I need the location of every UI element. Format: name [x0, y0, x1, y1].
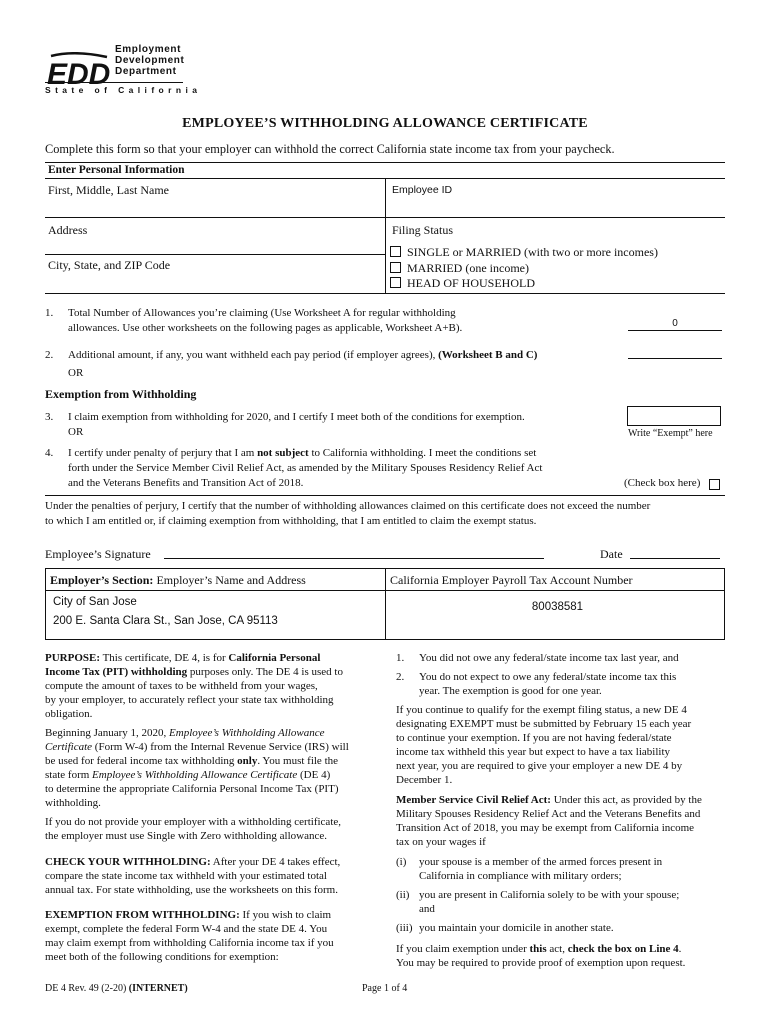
exemption-paragraph: EXEMPTION FROM WITHHOLDING: If you wish to claim exempt, complete the federal Form W-4 and the state DE 4. You may claim exempt from withholding California income tax if you meet both of the following conditions for exemption: — [45, 909, 334, 963]
rule — [45, 293, 725, 294]
purpose-paragraph: PURPOSE: This certificate, DE 4, is for California Personal Income Tax (PIT) withholding purposes only. The DE 4 is used to compute the amount of taxes to be withheld from your wages, by your employer, to accurately reflect your state tax withholding obligation. — [45, 652, 343, 720]
line4-text: I certify under penalty of perjury that I am not subject to California withholding. I meet the conditions set forth under the Service Member Civil Relief Act, as amended by the Military Spouses Residency Relief Act and the Veterans Benefits and Transition Act of 2018. — [68, 447, 543, 489]
address-label: Address — [48, 223, 88, 237]
no-certificate-paragraph: If you do not provide your employer with a withholding certificate, the employer must use Single with Zero withholding allowance. — [45, 816, 342, 842]
exemption-heading: Exemption from Withholding — [45, 387, 197, 401]
allowances-field[interactable]: 0 — [628, 318, 722, 331]
exempt-field[interactable] — [627, 406, 721, 426]
payroll-number[interactable]: 80038581 — [531, 601, 584, 613]
condition-iii-text: you maintain your domicile in another state. — [419, 922, 614, 934]
page-number: Page 1 of 4 — [362, 983, 408, 994]
rule — [45, 495, 725, 496]
checkbox[interactable] — [390, 246, 401, 257]
continue-paragraph: If you continue to qualify for the exempt filing status, a new DE 4 designating EXEMPT must be submitted by February 15 each year to continue your exemption. If you are not having federal/state income tax withheld this year but expect to have a tax liability next year, you are required to give your employer a new DE 4 by December 1. — [396, 704, 692, 786]
column-divider — [385, 568, 386, 640]
filing-option-married[interactable]: MARRIED (one income) — [390, 261, 658, 277]
employer-name[interactable]: City of San Jose — [53, 596, 137, 608]
checkbox[interactable] — [390, 277, 401, 288]
additional-amount-field[interactable] — [628, 344, 722, 359]
line1-text: Total Number of Allowances you’re claiming (Use Worksheet A for regular withholding allowances. Use other worksheets on the following pages as applicable, Worksheet A+B). — [68, 307, 463, 334]
date-field[interactable] — [630, 547, 720, 559]
form-id: DE 4 Rev. 49 (2-20) (INTERNET) — [45, 983, 188, 994]
payroll-label: California Employer Payroll Tax Account Number — [390, 573, 633, 587]
rule — [45, 254, 385, 255]
condition-2: 2. — [396, 671, 405, 683]
condition-i: (i) — [396, 856, 407, 868]
rule — [45, 162, 725, 163]
condition-i-text: your spouse is a member of the armed forces present in California in compliance with military orders; — [419, 856, 663, 882]
check-box-caption: (Check box here) — [624, 477, 701, 489]
line3-number: 3. — [45, 411, 54, 423]
rule — [45, 590, 725, 591]
state-of-california: State of California — [45, 85, 202, 95]
logo-text: EDD — [47, 58, 111, 88]
perjury-statement: Under the penalties of perjury, I certify that the number of withholding allowances claimed on this certificate does not exceed the number to which I am entitled or, if claiming exemption from withholding, that I am entitled to claim the exempt status. — [45, 500, 651, 527]
line2-text: Additional amount, if any, you want withheld each pay period (if employer agrees), (Worksheet B and C) — [68, 349, 538, 361]
date-label: Date — [600, 547, 623, 561]
filing-status-label: Filing Status — [392, 223, 454, 237]
form-intro: Complete this form so that your employer can withhold the correct California state income tax from your paycheck. — [45, 142, 615, 156]
or-label: OR — [68, 367, 84, 379]
check-withholding-paragraph: CHECK YOUR WITHHOLDING: After your DE 4 takes effect, compare the state income tax withheld with your estimated total annual tax. For state withholding, use the worksheets on this form. — [45, 856, 341, 896]
line3-text: I claim exemption from withholding for 2020, and I certify I meet both of the conditions for exemption. — [68, 411, 525, 423]
beginning-paragraph: Beginning January 1, 2020, Employee’s Withholding Allowance Certificate (Form W-4) from the Internal Revenue Service (IRS) will be used for federal income tax withholding only. You must file the state form Employee’s Withholding Allowance Certificate (DE 4) to determine the appropriate California Personal Income Tax (PIT) withholding. — [45, 727, 349, 809]
rule — [45, 217, 725, 218]
logo-divider — [45, 82, 183, 83]
form-title: EMPLOYEE’S WITHHOLDING ALLOWANCE CERTIFICATE — [182, 116, 588, 131]
checkbox[interactable] — [390, 262, 401, 273]
filing-status-options — [390, 245, 658, 292]
filing-option-single[interactable]: SINGLE or MARRIED (with two or more incomes) — [390, 245, 658, 261]
condition-ii-text: you are present in California solely to be with your spouse; and — [419, 889, 680, 915]
condition-2-text: You do not expect to owe any federal/state income tax this year. The exemption is good for one year. — [419, 671, 677, 697]
employer-address[interactable]: 200 E. Santa Clara St., San Jose, CA 95113 — [53, 615, 278, 627]
condition-1-text: You did not owe any federal/state income tax last year, and — [419, 652, 679, 664]
city-label: City, State, and ZIP Code — [48, 258, 171, 272]
signature-field[interactable] — [164, 547, 544, 559]
employee-id-label: Employee ID — [392, 184, 453, 196]
line1-number: 1. — [45, 307, 54, 319]
filing-option-hoh[interactable]: HEAD OF HOUSEHOLD — [390, 276, 658, 292]
line4-checkbox[interactable] — [709, 479, 720, 490]
column-divider — [385, 178, 386, 293]
personal-section-title: Enter Personal Information — [48, 164, 185, 176]
mscra-paragraph: Member Service Civil Relief Act: Under this act, as provided by the Military Spouses Residency Relief Act and the Veterans Benefits and Transition Act of 2018, you may be exempt from California income tax on your wages if — [396, 794, 702, 848]
condition-ii: (ii) — [396, 889, 410, 901]
condition-iii: (iii) — [396, 922, 413, 934]
or-label: OR — [68, 426, 84, 438]
department-name: Employment Development Department — [115, 44, 185, 77]
line4-number: 4. — [45, 447, 54, 459]
condition-1: 1. — [396, 652, 405, 664]
write-exempt-caption: Write “Exempt” here — [628, 428, 713, 439]
claim-paragraph: If you claim exemption under this act, check the box on Line 4. You may be required to provide proof of exemption upon request. — [396, 943, 686, 969]
line2-number: 2. — [45, 349, 54, 361]
signature-label: Employee’s Signature — [45, 547, 151, 561]
name-label: First, Middle, Last Name — [48, 183, 169, 197]
employer-section-label: Employer’s Section: Employer’s Name and Address — [50, 573, 306, 587]
